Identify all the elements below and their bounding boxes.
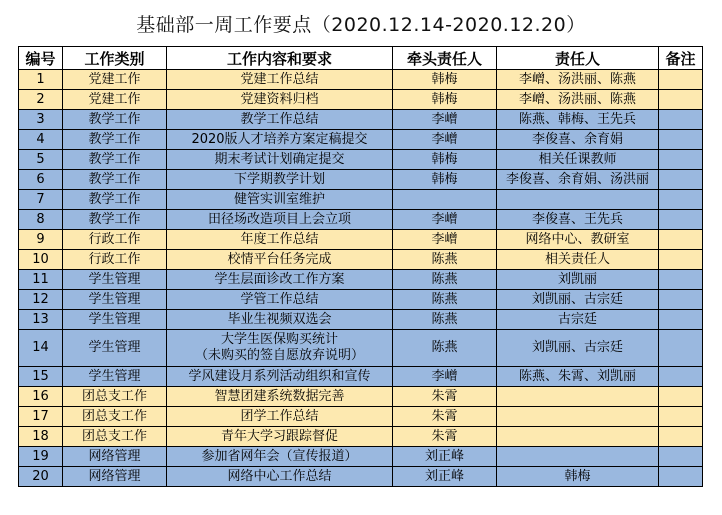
cell-lead: 韩梅 [393, 170, 497, 190]
cell-content: 党建资料归档 [167, 90, 393, 110]
cell-responsible: 相关责任人 [497, 250, 659, 270]
cell-notes [659, 367, 703, 387]
cell-responsible: 李嶒、汤洪丽、陈燕 [497, 90, 659, 110]
table-row [19, 170, 703, 190]
cell-lead: 朱霄 [393, 387, 497, 407]
cell-responsible [497, 447, 659, 467]
table-row [19, 387, 703, 407]
cell-lead: 李嶒 [393, 230, 497, 250]
cell-responsible [497, 407, 659, 427]
cell-responsible: 李嶒、汤洪丽、陈燕 [497, 70, 659, 90]
cell-category: 学生管理 [63, 290, 167, 310]
cell-category: 教学工作 [63, 130, 167, 150]
cell-no: 10 [19, 250, 63, 270]
cell-lead [393, 190, 497, 210]
cell-category: 团总支工作 [63, 387, 167, 407]
cell-notes [659, 130, 703, 150]
cell-notes [659, 270, 703, 290]
table-row [19, 230, 703, 250]
cell-notes [659, 90, 703, 110]
cell-responsible: 李俊喜、王先兵 [497, 210, 659, 230]
cell-category: 教学工作 [63, 150, 167, 170]
table-row [19, 330, 703, 367]
cell-notes [659, 330, 703, 367]
header-no: 编号 [19, 47, 63, 70]
table-row [19, 70, 703, 90]
cell-notes [659, 447, 703, 467]
header-content: 工作内容和要求 [167, 47, 393, 70]
cell-category: 学生管理 [63, 310, 167, 330]
cell-content: 大学生医保购买统计 （未购买的签自愿放弃说明） [167, 330, 393, 367]
cell-lead: 李嶒 [393, 367, 497, 387]
cell-category: 学生管理 [63, 330, 167, 367]
table-row [19, 90, 703, 110]
cell-notes [659, 70, 703, 90]
cell-lead: 朱霄 [393, 407, 497, 427]
cell-no: 6 [19, 170, 63, 190]
cell-content: 教学工作总结 [167, 110, 393, 130]
table-row [19, 367, 703, 387]
cell-lead: 韩梅 [393, 70, 497, 90]
cell-no: 14 [19, 330, 63, 367]
table-row [19, 447, 703, 467]
cell-content: 青年大学习跟踪督促 [167, 427, 393, 447]
cell-lead: 韩梅 [393, 150, 497, 170]
cell-no: 11 [19, 270, 63, 290]
cell-content: 学生层面诊改工作方案 [167, 270, 393, 290]
cell-no: 19 [19, 447, 63, 467]
cell-lead: 刘正峰 [393, 447, 497, 467]
table-row [19, 270, 703, 290]
cell-content: 学风建设月系列活动组织和宣传 [167, 367, 393, 387]
cell-content: 团学工作总结 [167, 407, 393, 427]
table-row [19, 467, 703, 487]
cell-no: 1 [19, 70, 63, 90]
table-row [19, 407, 703, 427]
cell-category: 团总支工作 [63, 427, 167, 447]
cell-responsible: 李俊喜、余育娟 [497, 130, 659, 150]
cell-content: 2020版人才培养方案定稿提交 [167, 130, 393, 150]
cell-category: 学生管理 [63, 367, 167, 387]
cell-responsible: 陈燕、韩梅、王先兵 [497, 110, 659, 130]
cell-notes [659, 150, 703, 170]
cell-responsible [497, 190, 659, 210]
cell-content: 年度工作总结 [167, 230, 393, 250]
cell-category: 网络管理 [63, 467, 167, 487]
table-row [19, 310, 703, 330]
cell-notes [659, 210, 703, 230]
cell-no: 12 [19, 290, 63, 310]
cell-category: 教学工作 [63, 190, 167, 210]
cell-content: 田径场改造项目上会立项 [167, 210, 393, 230]
cell-content: 党建工作总结 [167, 70, 393, 90]
header-category: 工作类别 [63, 47, 167, 70]
cell-lead: 朱霄 [393, 427, 497, 447]
cell-category: 教学工作 [63, 210, 167, 230]
cell-notes [659, 387, 703, 407]
cell-no: 17 [19, 407, 63, 427]
cell-no: 9 [19, 230, 63, 250]
cell-no: 16 [19, 387, 63, 407]
cell-responsible: 李俊喜、余育娟、汤洪丽 [497, 170, 659, 190]
cell-no: 8 [19, 210, 63, 230]
table-row [19, 250, 703, 270]
cell-responsible [497, 387, 659, 407]
cell-content: 期末考试计划确定提交 [167, 150, 393, 170]
cell-no: 7 [19, 190, 63, 210]
cell-lead: 李嶒 [393, 110, 497, 130]
cell-category: 教学工作 [63, 170, 167, 190]
cell-category: 党建工作 [63, 90, 167, 110]
cell-responsible: 刘凯丽 [497, 270, 659, 290]
table-header-row [19, 47, 703, 70]
cell-no: 20 [19, 467, 63, 487]
cell-content: 校情平台任务完成 [167, 250, 393, 270]
cell-notes [659, 290, 703, 310]
cell-no: 4 [19, 130, 63, 150]
cell-responsible: 陈燕、朱霄、刘凯丽 [497, 367, 659, 387]
table-row [19, 110, 703, 130]
cell-notes [659, 170, 703, 190]
work-plan-table [18, 46, 703, 487]
cell-notes [659, 467, 703, 487]
cell-notes [659, 250, 703, 270]
cell-responsible: 刘凯丽、古宗廷 [497, 330, 659, 367]
cell-responsible: 刘凯丽、古宗廷 [497, 290, 659, 310]
cell-category: 网络管理 [63, 447, 167, 467]
table-row [19, 290, 703, 310]
table-row [19, 190, 703, 210]
cell-category: 团总支工作 [63, 407, 167, 427]
cell-responsible: 韩梅 [497, 467, 659, 487]
cell-content: 下学期教学计划 [167, 170, 393, 190]
cell-category: 教学工作 [63, 110, 167, 130]
cell-lead: 刘正峰 [393, 467, 497, 487]
table-row [19, 210, 703, 230]
cell-content: 健管实训室维护 [167, 190, 393, 210]
table-body [19, 70, 703, 487]
cell-lead: 陈燕 [393, 290, 497, 310]
cell-category: 行政工作 [63, 230, 167, 250]
cell-notes [659, 407, 703, 427]
header-lead: 牵头责任人 [393, 47, 497, 70]
cell-responsible [497, 427, 659, 447]
cell-content: 智慧团建系统数据完善 [167, 387, 393, 407]
cell-notes [659, 190, 703, 210]
cell-content: 学管工作总结 [167, 290, 393, 310]
cell-no: 2 [19, 90, 63, 110]
header-notes: 备注 [659, 47, 703, 70]
cell-lead: 陈燕 [393, 250, 497, 270]
cell-content: 毕业生视频双选会 [167, 310, 393, 330]
cell-no: 13 [19, 310, 63, 330]
cell-notes [659, 310, 703, 330]
cell-lead: 陈燕 [393, 310, 497, 330]
table-row [19, 130, 703, 150]
cell-responsible: 相关任课教师 [497, 150, 659, 170]
cell-notes [659, 110, 703, 130]
cell-content: 网络中心工作总结 [167, 467, 393, 487]
cell-lead: 韩梅 [393, 90, 497, 110]
cell-no: 18 [19, 427, 63, 447]
table-row [19, 427, 703, 447]
cell-lead: 陈燕 [393, 270, 497, 290]
cell-no: 5 [19, 150, 63, 170]
cell-lead: 李嶒 [393, 130, 497, 150]
cell-lead: 李嶒 [393, 210, 497, 230]
cell-no: 3 [19, 110, 63, 130]
cell-no: 15 [19, 367, 63, 387]
cell-lead: 陈燕 [393, 330, 497, 367]
header-responsible: 责任人 [497, 47, 659, 70]
table-row [19, 150, 703, 170]
cell-content: 参加省网年会（宣传报道） [167, 447, 393, 467]
cell-notes [659, 427, 703, 447]
cell-responsible: 网络中心、教研室 [497, 230, 659, 250]
cell-responsible: 古宗廷 [497, 310, 659, 330]
cell-notes [659, 230, 703, 250]
cell-category: 党建工作 [63, 70, 167, 90]
cell-category: 学生管理 [63, 270, 167, 290]
cell-category: 行政工作 [63, 250, 167, 270]
page-title: 基础部一周工作要点（2020.12.14-2020.12.20） [136, 14, 586, 36]
